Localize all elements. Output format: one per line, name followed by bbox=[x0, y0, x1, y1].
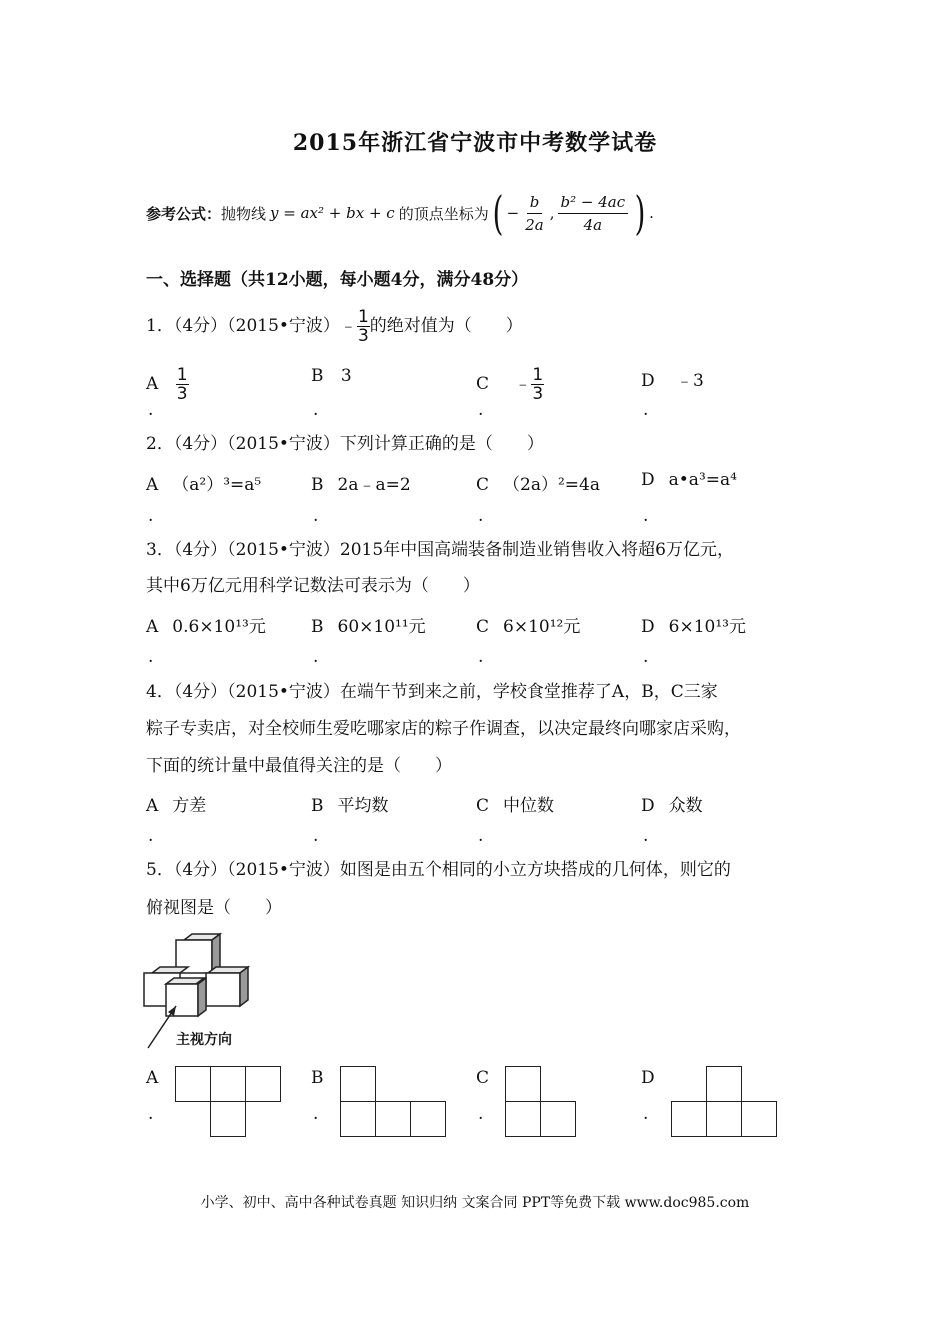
q1-dot-c: . bbox=[478, 400, 484, 420]
q2-dot-d: . bbox=[643, 506, 649, 526]
q3-dot-a: . bbox=[148, 647, 154, 667]
section-heading: 一、选择题（共12小题，每小题4分，满分48分） bbox=[146, 270, 529, 290]
q5-option-a-label[interactable]: A bbox=[146, 1068, 159, 1088]
q3-dot-c: . bbox=[478, 647, 484, 667]
q4-dot-c: . bbox=[478, 826, 484, 846]
question-5-line-2: 俯视图是（ ） bbox=[146, 898, 282, 918]
formula-end: . bbox=[649, 204, 654, 222]
page-footer: 小学、初中、高中各种试卷真题 知识归纳 文案合同 PPT等免费下载 www.doc985.com bbox=[200, 1195, 750, 1211]
question-5-line-1: 5．（4分）（2015•宁波）如图是由五个相同的小立方块搭成的几何体，则它的 bbox=[146, 860, 731, 880]
minus-sign: − bbox=[506, 204, 520, 222]
question-1-prefix: 1．（4分）（2015•宁波）﹣ bbox=[146, 316, 357, 336]
grid-square bbox=[410, 1101, 446, 1137]
q1-option-c[interactable]: C ﹣ $\frac{1}{3}$ bbox=[476, 365, 544, 404]
q2-option-a[interactable]: A （a²）³=a⁵ bbox=[146, 475, 262, 495]
q2-dot-a: . bbox=[148, 506, 154, 526]
vertex-y-fraction bbox=[558, 191, 629, 236]
grid-square bbox=[245, 1066, 281, 1102]
formula-text: 抛物线 bbox=[221, 204, 267, 223]
question-3-line-2: 其中6万亿元用科学记数法可表示为（ ） bbox=[146, 576, 480, 596]
q4-dot-b: . bbox=[313, 826, 319, 846]
q3-dot-d: . bbox=[643, 647, 649, 667]
q3-option-b[interactable]: B 60×10¹¹元 bbox=[311, 617, 426, 637]
vertex-x-fraction bbox=[522, 191, 547, 236]
vertex-x-denominator: 2a bbox=[525, 215, 544, 234]
q4-option-b[interactable]: B 平均数 bbox=[311, 796, 389, 816]
q4-option-d[interactable]: D 众数 bbox=[641, 796, 703, 816]
q3-option-d[interactable]: D 6×10¹³元 bbox=[641, 617, 746, 637]
q1-option-b[interactable]: B 3 bbox=[311, 366, 352, 386]
grid-square bbox=[340, 1101, 376, 1137]
q4-option-c[interactable]: C 中位数 bbox=[476, 796, 555, 816]
view-direction-label: 主视方向 bbox=[176, 1032, 232, 1048]
q2-dot-b: . bbox=[313, 506, 319, 526]
q5-dot-c: . bbox=[478, 1104, 484, 1124]
q2-option-d[interactable]: D a•a³=a⁴ bbox=[641, 470, 737, 490]
parabola-equation: y = ax² + bx + c bbox=[270, 204, 395, 222]
question-4-line-3: 下面的统计量中最值得关注的是（ ） bbox=[146, 756, 452, 776]
vertex-y-numerator: b² − 4ac bbox=[558, 191, 629, 214]
q1-dot-b: . bbox=[313, 400, 319, 420]
grid-square bbox=[706, 1101, 742, 1137]
reference-formula bbox=[146, 186, 654, 240]
q1-option-c-fraction: $\frac{1}{3}$ bbox=[532, 365, 544, 404]
q1-dot-d: . bbox=[643, 400, 649, 420]
q2-option-b[interactable]: B 2a﹣a=2 bbox=[311, 475, 411, 495]
grid-square bbox=[671, 1101, 707, 1137]
question-1-suffix: 的绝对值为（ ） bbox=[369, 316, 523, 336]
q4-option-a[interactable]: A 方差 bbox=[146, 796, 207, 816]
left-paren: ( bbox=[492, 186, 504, 240]
question-4-line-1: 4．（4分）（2015•宁波）在端午节到来之前，学校食堂推荐了A，B，C三家 bbox=[146, 682, 718, 702]
q3-option-a[interactable]: A 0.6×10¹³元 bbox=[146, 617, 266, 637]
q1-dot-a: . bbox=[148, 400, 154, 420]
q1-option-a[interactable]: A $\frac{1}{3}$ bbox=[146, 365, 188, 404]
q4-dot-d: . bbox=[643, 826, 649, 846]
vertex-x-numerator: b bbox=[527, 191, 543, 214]
grid-square bbox=[175, 1066, 211, 1102]
q5-option-b-label[interactable]: B bbox=[311, 1068, 324, 1088]
grid-square bbox=[505, 1066, 541, 1102]
grid-square bbox=[540, 1101, 576, 1137]
grid-square bbox=[505, 1101, 541, 1137]
question-4-line-2: 粽子专卖店，对全校师生爱吃哪家店的粽子作调查，以决定最终向哪家店采购， bbox=[146, 719, 741, 739]
grid-square bbox=[741, 1101, 777, 1137]
q2-dot-c: . bbox=[478, 506, 484, 526]
question-1 bbox=[146, 308, 523, 345]
question-2: 2．（4分）（2015•宁波）下列计算正确的是（ ） bbox=[146, 434, 544, 454]
question-1-fraction: $\frac{1}{3}$ bbox=[357, 307, 369, 346]
q4-dot-a: . bbox=[148, 826, 154, 846]
page-title: 2015年浙江省宁波市中考数学试卷 bbox=[292, 130, 658, 156]
comma: , bbox=[549, 204, 555, 222]
q5-option-c-label[interactable]: C bbox=[476, 1068, 490, 1088]
q2-option-c[interactable]: C （2a）²=4a bbox=[476, 475, 600, 495]
grid-square bbox=[210, 1101, 246, 1137]
q5-option-d-label[interactable]: D bbox=[641, 1068, 655, 1088]
q3-dot-b: . bbox=[313, 647, 319, 667]
formula-text-vertex: 的顶点坐标为 bbox=[398, 204, 489, 223]
question-3-line-1: 3．（4分）（2015•宁波）2015年中国高端装备制造业销售收入将超6万亿元， bbox=[146, 540, 735, 560]
right-paren: ) bbox=[634, 186, 646, 240]
grid-square bbox=[210, 1066, 246, 1102]
q1-option-d[interactable]: D ﹣3 bbox=[641, 371, 704, 391]
grid-square bbox=[340, 1066, 376, 1102]
q3-option-c[interactable]: C 6×10¹²元 bbox=[476, 617, 581, 637]
vertex-y-denominator: 4a bbox=[583, 215, 603, 234]
q5-dot-b: . bbox=[313, 1104, 319, 1124]
q5-dot-a: . bbox=[148, 1104, 154, 1124]
formula-label: 参考公式： bbox=[146, 204, 222, 223]
grid-square bbox=[706, 1066, 742, 1102]
q1-option-a-fraction: $\frac{1}{3}$ bbox=[176, 365, 188, 404]
grid-square bbox=[375, 1101, 411, 1137]
q5-dot-d: . bbox=[643, 1104, 649, 1124]
